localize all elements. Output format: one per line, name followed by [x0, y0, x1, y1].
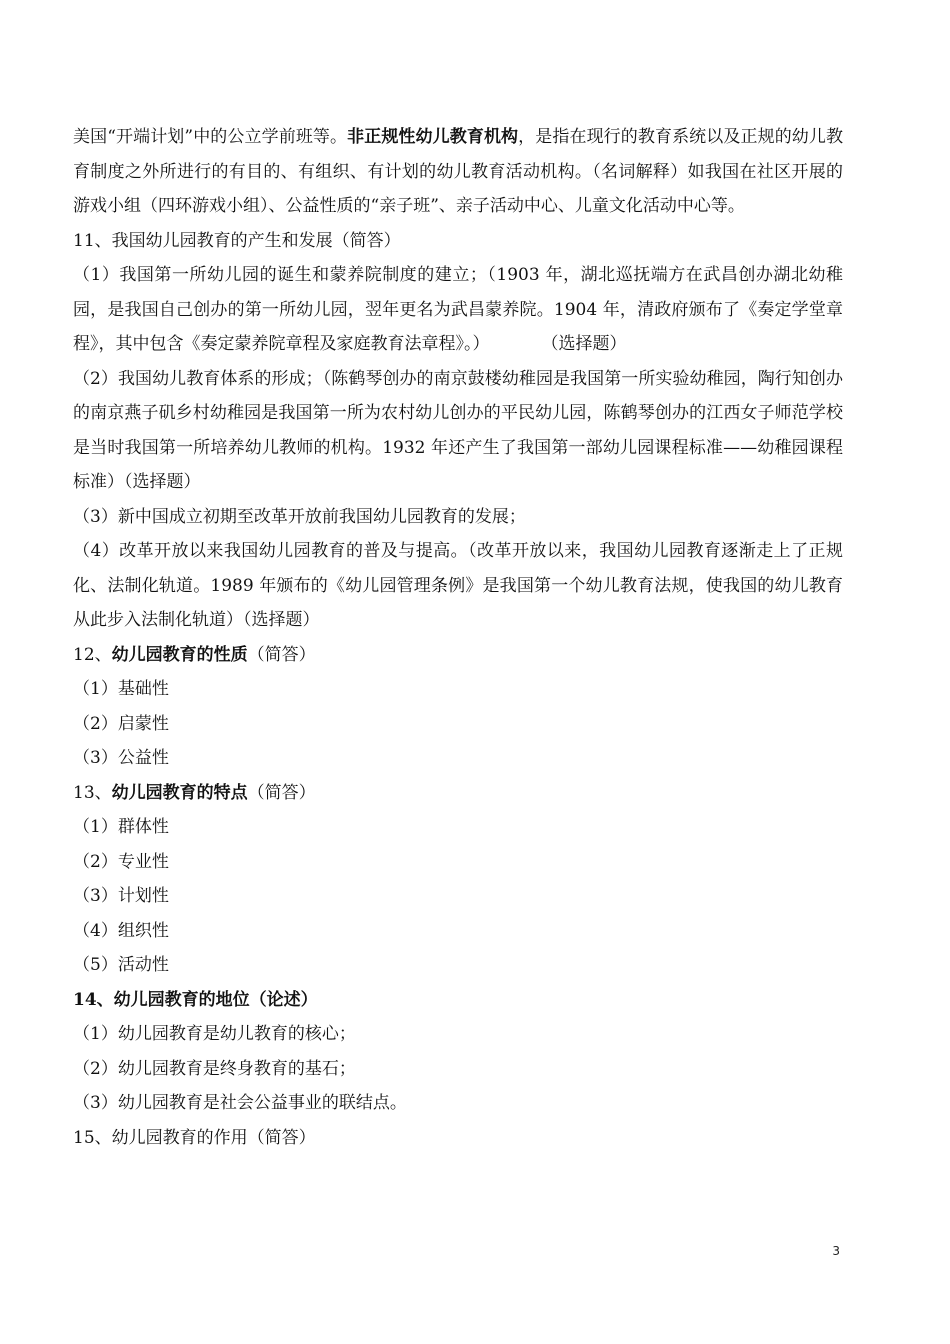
section-14-item: （2）幼儿园教育是终身教育的基石； [73, 1058, 356, 1079]
section-12-title [73, 638, 843, 673]
section-14-title: 14、幼儿园教育的地位（论述） [73, 989, 318, 1010]
intro-paragraph [73, 120, 843, 224]
section-13-tag: （简答） [247, 782, 316, 803]
section-12-heading: 幼儿园教育的性质 [111, 644, 248, 665]
page-number: 3 [832, 1244, 840, 1258]
section-11-item-4: （4）改革开放以来我国幼儿园教育的普及与提高。（改革开放以来，我国幼儿园教育逐渐走上了正规化、法制化轨道。1989 年颁布的《幼儿园管理条例》是我国第一个幼儿教育法规，使我国的幼儿教育从此步入法制化轨道）（选择题） [73, 541, 843, 630]
section-12-item: （3）公益性 [73, 748, 169, 768]
section-12-number: 12、 [73, 644, 112, 665]
section-13-item: （3）计划性 [73, 886, 169, 906]
section-13-item: （1）群体性 [73, 817, 169, 837]
section-13-item: （5）活动性 [73, 955, 169, 975]
section-12-item: （1）基础性 [73, 679, 169, 699]
intro-text-2: ，是指在现行的教育系统以及正规的幼儿教育制度之外所进行的有目的、有组织、有计划的幼儿教育活动机构。（名词解释）如我国在社区开展的游戏小组（四环游戏小组）、公益性质的“亲子班”、亲子活动中心、儿童文化活动中心等。 [73, 127, 843, 216]
document-body [73, 120, 843, 1155]
section-11-item-1 [73, 258, 843, 362]
section-15-title: 15、幼儿园教育的作用（简答） [73, 1127, 316, 1148]
section-13-item: （4）组织性 [73, 920, 169, 941]
section-13-item: （2）专业性 [73, 851, 169, 872]
section-12-item: （2）启蒙性 [73, 713, 169, 734]
section-11-item-2: （2）我国幼儿教育体系的形成；（陈鹤琴创办的南京鼓楼幼稚园是我国第一所实验幼稚园，陶行知创办的南京燕子矶乡村幼稚园是我国第一所为农村幼儿创办的平民幼儿园，陈鹤琴创办的江西女子师范学校是当时我国第一所培养幼儿教师的机构。1932 年还产生了我国第一部幼儿园课程标准——幼稚园课程标准）（选择题） [73, 368, 843, 492]
section-13-title [73, 776, 843, 811]
section-13-heading: 幼儿园教育的特点 [111, 782, 248, 803]
section-11-item-1-text: （1）我国第一所幼儿园的诞生和蒙养院制度的建立；（1903 年，湖北巡抚端方在武昌创办湖北幼稚园，是我国自己创办的第一所幼儿园，翌年更名为武昌蒙养院。1904 年，清政府颁布了《奏定学堂章程》，其中包含《奏定蒙养院章程及家庭教育法章程》。） [73, 265, 843, 354]
section-11-title: 11、我国幼儿园教育的产生和发展（简答） [73, 230, 401, 251]
section-11-item-3: （3）新中国成立初期至改革开放前我国幼儿园教育的发展； [73, 506, 526, 527]
section-13-number: 13、 [73, 782, 112, 803]
section-14-item: （1）幼儿园教育是幼儿教育的核心； [73, 1024, 356, 1044]
intro-text-1: 美国“开端计划”中的公立学前班等。 [73, 127, 348, 147]
intro-bold-term: 非正规性幼儿教育机构 [347, 127, 519, 147]
section-14-item: （3）幼儿园教育是社会公益事业的联结点。 [73, 1093, 407, 1113]
section-12-tag: （简答） [247, 644, 316, 665]
section-11-item-1-tag: （选择题） [541, 334, 627, 354]
